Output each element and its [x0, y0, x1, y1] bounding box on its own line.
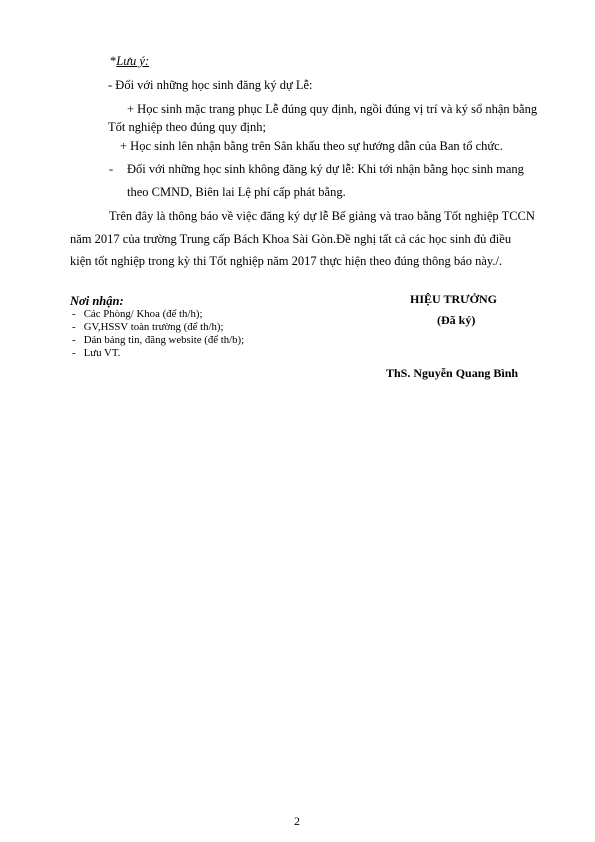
recipient-text: Lưu VT. [83, 347, 121, 359]
note-item-not-registered: Đối với những học sinh không đăng ký dự lễ: Khi tới nhận bằng học sinh mang [127, 162, 524, 176]
recipient-item: - Các Phòng/ Khoa (để th/h); [72, 308, 203, 320]
note-item-dash: - [109, 162, 114, 176]
closing-line-3: kiện tốt nghiệp trong kỳ thi Tốt nghiệp năm 2017 thực hiện theo đúng thông báo này./. [70, 254, 503, 268]
note-item-registered: - Đối với những học sinh đăng ký dự Lễ: [108, 78, 313, 92]
recipient-item: - Dán bảng tin, đăng website (để th/b); [72, 334, 245, 346]
signature-name: ThS. Nguyễn Quang Bình [386, 366, 519, 380]
recipient-text: Các Phòng/ Khoa (để th/h); [83, 308, 203, 320]
note-sub-item-dress-cont: Tốt nghiệp theo đúng quy định; [108, 120, 266, 134]
recipient-text: Dán bảng tin, đăng website (để th/b); [83, 334, 245, 346]
recipient-item: - GV,HSSV toàn trường (để th/h); [72, 321, 224, 333]
recipient-text: GV,HSSV toàn trường (để th/h); [83, 321, 224, 333]
note-sub-item-dress: + Học sinh mặc trang phục Lễ đúng quy định, ngồi đúng vị trí và ký sổ nhận bằng [127, 102, 538, 116]
closing-line-2: năm 2017 của trường Trung cấp Bách Khoa Sài Gòn.Đề nghị tất cả các học sinh đủ điều [70, 232, 512, 246]
closing-line-1: Trên đây là thông báo về việc đăng ký dự lễ Bế giảng và trao bằng Tốt nghiệp TCCN [109, 209, 535, 223]
page-number: 2 [294, 814, 300, 828]
note-heading [110, 54, 149, 69]
signature-status: (Đã ký) [437, 313, 476, 327]
note-sub-item-stage: + Học sinh lên nhận bằng trên Sân khấu theo sự hướng dẫn của Ban tổ chức. [120, 139, 503, 153]
signature-position: HIỆU TRƯỞNG [410, 292, 498, 306]
recipients-title: Nơi nhận: [70, 294, 124, 308]
recipient-item: - Lưu VT. [72, 347, 121, 359]
note-item-not-registered-cont: theo CMND, Biên lai Lệ phí cấp phát bằng. [127, 185, 346, 199]
note-asterisk: * [110, 54, 117, 68]
note-title: Lưu ý: [116, 54, 150, 68]
